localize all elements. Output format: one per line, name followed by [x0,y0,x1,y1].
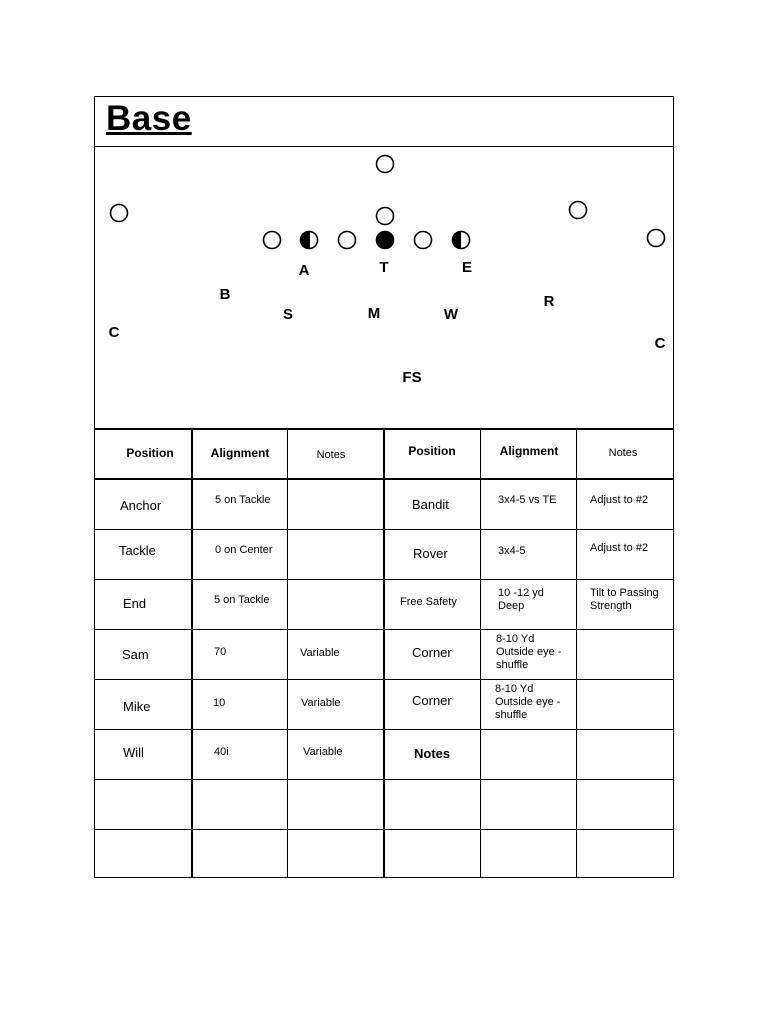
right-row-3-position: Free Safety [400,596,457,608]
defense-corner-left-label: C [108,324,120,341]
defense-mike-label: M [367,305,381,322]
left-row-2-alignment: 0 on Center [215,544,273,556]
header-position-right: Position [408,444,456,458]
header-alignment-left: Alignment [210,446,270,460]
defense-rover-label: R [543,293,555,310]
defense-tackle-label: T [379,259,389,276]
right-row-3-alignment: 10 -12 yd Deep [498,587,544,612]
right-row-2-notes: Adjust to #2 [590,542,649,554]
defense-corner-right-label: C [654,335,666,352]
left-row-4-position: Sam [122,647,149,662]
header-position-left: Position [126,446,174,460]
right-row-2-position: Rover [413,546,448,561]
left-row-1-position: Anchor [120,498,162,513]
left-row-5-alignment: 10 [213,697,226,709]
left-row-6-notes: Variable [303,746,343,758]
defense-anchor-label: A [298,262,310,279]
defense-free-safety-label: FS [402,369,422,386]
offense-back [377,208,394,225]
left-row-2-position: Tackle [119,543,156,558]
offense-half-filled-lineman [453,232,470,249]
left-row-4-alignment: 70 [214,646,227,658]
right-row-1-notes: Adjust to #2 [590,494,649,506]
offense-lineman [415,232,432,249]
right-row-4-alignment: 8-10 Yd Outside eye - shuffle [496,633,562,671]
left-row-6-position: Will [123,745,144,760]
offense-left-wide-receiver [111,205,128,222]
left-row-6-alignment: 40i [214,746,229,758]
defense-sam-label: S [282,306,294,323]
offense-half-filled-lineman [301,232,318,249]
left-row-5-position: Mike [123,699,151,714]
header-notes-left: Notes [316,449,346,461]
offense-lineman [264,232,281,249]
offense-top-player [377,156,394,173]
offense-players [111,156,665,249]
left-row-3-position: End [123,596,147,611]
left-row-4-notes: Variable [300,647,340,659]
right-row-3-notes: Tilt to Passing Strength [590,587,659,612]
header-alignment-right: Alignment [499,444,559,458]
right-row-1-alignment: 3x4-5 vs TE [498,494,557,506]
formation-diagram [95,97,673,429]
play-sheet [94,96,674,878]
right-row-5-position: Corner [412,693,452,708]
header-notes-right: Notes [608,447,638,459]
left-row-1-alignment: 5 on Tackle [215,494,271,506]
right-row-5-alignment: 8-10 Yd Outside eye - shuffle [495,683,561,721]
offense-right-wide-receiver [648,230,665,247]
right-row-1-position: Bandit [412,497,449,512]
right-row-2-alignment: 3x4-5 [498,545,526,557]
defense-will-label: W [443,306,459,323]
page-title: Base [106,99,192,138]
right-row-4-position: Corner [412,645,452,660]
offense-center-filled [377,232,394,249]
offense-right-slot-receiver [570,202,587,219]
defense-bandit-label: B [219,286,231,303]
notes-label: Notes [414,746,451,761]
left-row-5-notes: Variable [301,697,341,709]
left-row-3-alignment: 5 on Tackle [214,594,270,606]
offense-lineman [339,232,356,249]
defense-players [109,259,666,386]
defense-end-label: E [461,259,473,276]
